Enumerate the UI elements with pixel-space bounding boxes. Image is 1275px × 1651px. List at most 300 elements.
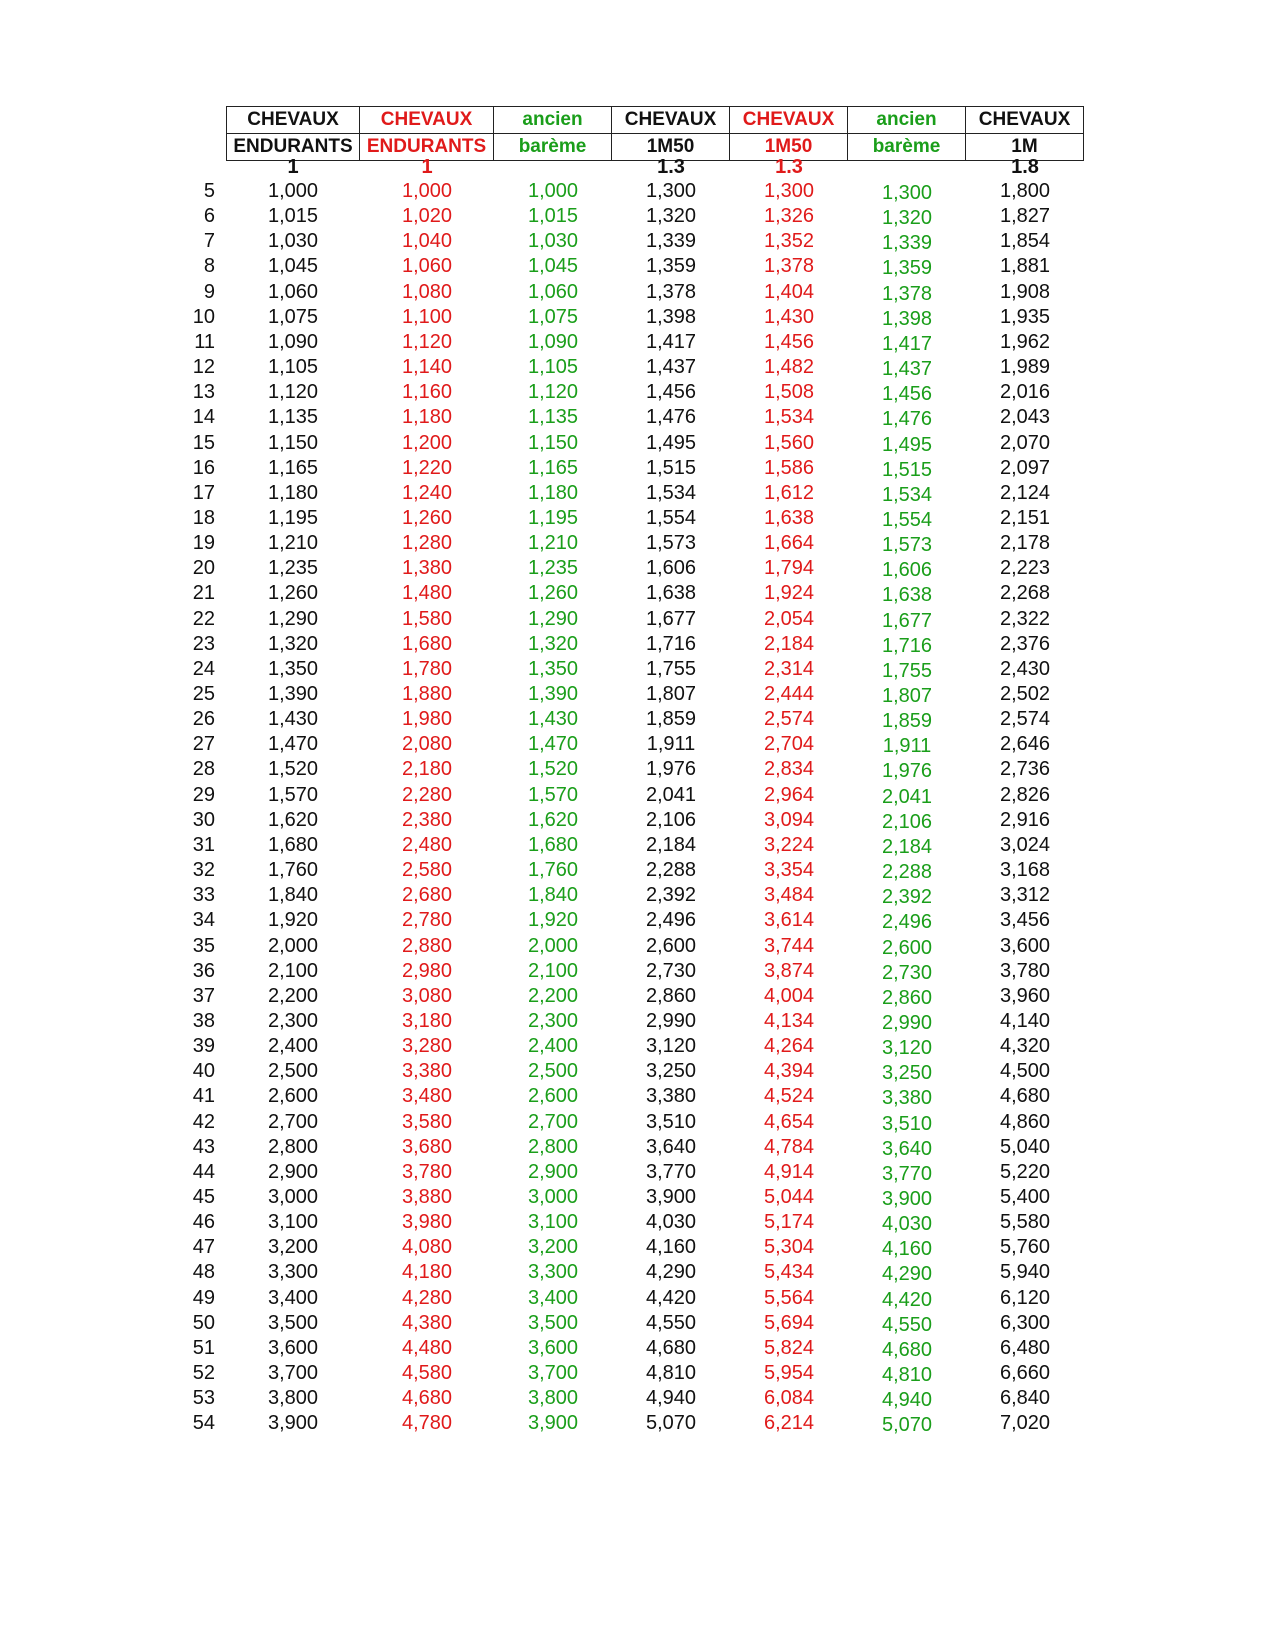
table-cell: 1,150 [267, 431, 319, 454]
table-cell: 2,600 [527, 1085, 579, 1108]
row-index: 46 [192, 1211, 215, 1234]
row-index: 16 [192, 456, 215, 479]
table-cell: 3,312 [999, 884, 1051, 907]
table-cell: 1,911 [646, 733, 696, 756]
table-cell: 4,160 [645, 1236, 697, 1259]
table-cell: 5,940 [999, 1261, 1051, 1284]
table-cell: 2,322 [999, 607, 1051, 630]
row-index: 6 [203, 205, 215, 228]
table-cell: 1,220 [401, 456, 453, 479]
table-row [0, 279, 1275, 305]
header-cell [226, 106, 360, 161]
header-cell [494, 106, 612, 161]
table-row [0, 1310, 1275, 1336]
table-cell: 5,070 [645, 1412, 697, 1435]
table-cell: 4,550 [645, 1311, 697, 1334]
table-cell: 2,100 [527, 959, 579, 982]
table-cell: 3,744 [763, 934, 815, 957]
table-cell: 2,700 [527, 1110, 579, 1133]
table-cell: 1,920 [267, 909, 319, 932]
row-index: 32 [192, 859, 215, 882]
table-cell: 1,520 [527, 758, 579, 781]
table-cell: 1,911 [882, 735, 932, 758]
header-line1: CHEVAUX [624, 109, 717, 130]
table-cell: 3,484 [763, 884, 815, 907]
table-cell: 1,924 [763, 582, 815, 605]
table-cell: 1,180 [267, 481, 319, 504]
row-index: 49 [192, 1286, 215, 1309]
table-cell: 3,380 [401, 1060, 453, 1083]
table-row [0, 832, 1275, 858]
table-cell: 1,515 [645, 456, 697, 479]
row-index: 48 [192, 1261, 215, 1284]
table-cell: 4,134 [763, 1009, 815, 1032]
table-cell: 4,654 [763, 1110, 815, 1133]
table-cell: 2,314 [763, 657, 815, 680]
table-cell: 3,580 [401, 1110, 453, 1133]
header-line1: CHEVAUX [978, 109, 1071, 130]
table-cell: 1,976 [645, 758, 697, 781]
table-row [0, 1285, 1275, 1311]
table-row [0, 681, 1275, 707]
table-cell: 1,165 [527, 456, 579, 479]
header-line2: ENDURANTS [227, 133, 359, 160]
table-cell: 1,755 [881, 659, 933, 682]
table-cell: 3,700 [527, 1362, 579, 1385]
row-index: 52 [192, 1362, 215, 1385]
table-cell: 1,620 [527, 808, 579, 831]
table-cell: 3,000 [267, 1186, 319, 1208]
header-line2: 1M50 [612, 133, 729, 160]
table-cell: 4,550 [881, 1313, 933, 1336]
row-index: 25 [192, 683, 215, 705]
table-cell: 1,456 [763, 330, 815, 353]
table-cell: 1,300 [763, 180, 815, 202]
table-cell: 4,420 [645, 1286, 697, 1309]
table-cell: 4,810 [645, 1362, 697, 1385]
table-row [0, 505, 1275, 531]
table-cell: 5,434 [763, 1261, 815, 1284]
table-cell: 1,664 [763, 532, 815, 555]
header-cell [730, 106, 848, 161]
table-cell: 1,854 [999, 230, 1051, 253]
table-cell: 3,480 [401, 1085, 453, 1108]
table-cell: 3,180 [401, 1009, 453, 1032]
table-cell: 1,200 [401, 431, 453, 454]
header-line1: CHEVAUX [742, 109, 835, 130]
table-cell: 4,264 [763, 1035, 815, 1058]
table-cell: 3,094 [763, 808, 815, 831]
table-cell: 2,054 [763, 607, 815, 630]
table-cell: 4,914 [763, 1160, 815, 1183]
row-index: 39 [192, 1035, 215, 1058]
table-cell: 6,660 [999, 1362, 1051, 1385]
table-cell: 1,398 [881, 307, 933, 330]
table-row [0, 555, 1275, 581]
table-cell: 4,680 [645, 1336, 697, 1359]
table-cell: 4,004 [763, 984, 815, 1007]
table-cell: 2,826 [999, 783, 1051, 806]
table-cell: 3,100 [267, 1211, 319, 1234]
table-row [0, 1259, 1275, 1285]
row-index: 40 [192, 1060, 215, 1083]
table-row [0, 253, 1275, 279]
table-cell: 1,638 [763, 506, 815, 529]
table-cell: 1,180 [401, 406, 453, 429]
table-cell: 3,380 [881, 1087, 933, 1110]
table-cell: 4,680 [999, 1085, 1051, 1108]
table-cell: 2,097 [999, 456, 1051, 479]
table-cell: 1,534 [763, 406, 815, 429]
table-cell: 1,280 [401, 532, 453, 555]
table-cell: 3,224 [763, 833, 815, 856]
table-cell: 1,638 [645, 582, 697, 605]
table-cell: 2,392 [645, 884, 697, 907]
table-cell: 1,908 [999, 280, 1051, 303]
table-cell: 6,214 [763, 1412, 815, 1435]
table-cell: 2,184 [881, 835, 933, 858]
table-cell: 4,580 [401, 1362, 453, 1385]
header-cell [848, 106, 966, 161]
table-cell: 4,524 [763, 1085, 815, 1108]
table-cell: 1,352 [763, 230, 815, 253]
table-cell: 4,290 [881, 1263, 933, 1286]
table-cell: 4,030 [881, 1213, 933, 1236]
row-index: 44 [192, 1160, 215, 1183]
table-cell: 2,880 [401, 934, 453, 957]
table-cell: 2,800 [267, 1135, 319, 1158]
row-index: 30 [192, 808, 215, 831]
table-cell: 2,000 [527, 934, 579, 957]
table-cell: 1,120 [527, 381, 579, 404]
table-cell: 1,470 [527, 733, 579, 756]
table-row [0, 1410, 1275, 1436]
header-cell [612, 106, 730, 161]
table-cell: 1,135 [527, 406, 579, 429]
table-cell: 3,200 [267, 1236, 319, 1259]
table-row [0, 304, 1275, 330]
table-cell: 2,080 [401, 733, 453, 756]
table-cell: 2,834 [763, 758, 815, 781]
table-cell: 1,476 [645, 406, 697, 429]
table-row [0, 1058, 1275, 1084]
table-cell: 1,210 [267, 532, 319, 555]
table-cell: 1,840 [267, 884, 319, 907]
table-cell: 1,195 [267, 506, 319, 529]
table-row [0, 530, 1275, 556]
table-cell: 1,980 [401, 708, 453, 731]
table-cell: 2,500 [527, 1060, 579, 1083]
table-cell: 2,100 [267, 959, 319, 982]
table-cell: 1,476 [881, 408, 933, 431]
row-index: 15 [192, 431, 215, 454]
table-cell: 1,240 [401, 481, 453, 504]
table-cell: 1,586 [763, 456, 815, 479]
table-cell: 1,417 [645, 330, 697, 353]
coefficient-cell: 1 [421, 156, 433, 178]
table-cell: 2,000 [267, 934, 319, 957]
table-cell: 1,430 [763, 305, 815, 328]
table-cell: 1,430 [527, 708, 579, 731]
table-cell: 4,500 [999, 1060, 1051, 1083]
table-cell: 2,106 [645, 808, 697, 831]
table-cell: 1,210 [527, 532, 579, 555]
table-cell: 1,470 [267, 733, 319, 756]
row-index: 43 [192, 1135, 215, 1158]
header-cell [360, 106, 494, 161]
table-cell: 2,580 [401, 859, 453, 882]
table-cell: 3,600 [527, 1336, 579, 1359]
header-cell [966, 106, 1084, 161]
table-cell: 1,378 [763, 255, 815, 278]
row-index: 21 [192, 582, 215, 605]
table-cell: 4,030 [645, 1211, 697, 1234]
table-row [0, 882, 1275, 908]
row-index: 38 [192, 1009, 215, 1032]
table-cell: 3,120 [881, 1037, 933, 1060]
table-cell: 2,704 [763, 733, 815, 756]
row-index: 42 [192, 1110, 215, 1133]
header-line2: barème [848, 133, 965, 160]
header-line2: 1M [966, 133, 1083, 160]
table-cell: 1,534 [881, 483, 933, 506]
table-cell: 2,400 [267, 1035, 319, 1058]
table-cell: 1,612 [763, 481, 815, 504]
table-cell: 1,570 [267, 783, 319, 806]
table-cell: 1,290 [267, 607, 319, 630]
table-cell: 4,680 [401, 1387, 453, 1410]
table-cell: 1,807 [881, 685, 933, 707]
table-cell: 4,780 [401, 1412, 453, 1435]
table-cell: 1,195 [527, 506, 579, 529]
table-cell: 1,989 [999, 356, 1051, 379]
table-row [0, 606, 1275, 632]
table-cell: 3,380 [645, 1085, 697, 1108]
table-cell: 1,380 [401, 557, 453, 580]
table-cell: 2,502 [999, 683, 1051, 705]
table-cell: 2,600 [645, 934, 697, 957]
table-cell: 1,045 [267, 255, 319, 278]
table-cell: 1,350 [267, 657, 319, 680]
table-cell: 1,378 [645, 280, 697, 303]
table-cell: 1,456 [645, 381, 697, 404]
table-cell: 3,354 [763, 859, 815, 882]
table-cell: 3,600 [267, 1336, 319, 1359]
table-cell: 1,554 [645, 506, 697, 529]
table-cell: 2,900 [267, 1160, 319, 1183]
table-cell: 3,280 [401, 1035, 453, 1058]
row-index: 20 [192, 557, 215, 580]
table-cell: 1,000 [267, 180, 319, 202]
table-row [0, 1159, 1275, 1185]
table-cell: 3,614 [763, 909, 815, 932]
table-cell: 1,120 [401, 330, 453, 353]
table-cell: 1,456 [881, 383, 933, 406]
table-cell: 1,976 [881, 760, 933, 783]
table-cell: 1,075 [267, 305, 319, 328]
table-cell: 5,044 [763, 1186, 815, 1208]
row-index: 41 [192, 1085, 215, 1108]
table-cell: 1,060 [527, 280, 579, 303]
table-cell: 5,400 [999, 1186, 1051, 1208]
row-index: 14 [192, 406, 215, 429]
table-row [0, 1209, 1275, 1235]
table-cell: 1,881 [999, 255, 1051, 278]
table-row [0, 329, 1275, 355]
table-cell: 2,800 [527, 1135, 579, 1158]
table-cell: 3,980 [401, 1211, 453, 1234]
row-index: 26 [192, 708, 215, 731]
row-index: 22 [192, 607, 215, 630]
table-cell: 1,150 [527, 431, 579, 454]
table-cell: 1,075 [527, 305, 579, 328]
table-cell: 2,178 [999, 532, 1051, 555]
table-cell: 1,339 [881, 232, 933, 255]
table-cell: 1,165 [267, 456, 319, 479]
table-cell: 6,480 [999, 1336, 1051, 1359]
row-index: 8 [203, 255, 215, 278]
table-cell: 2,730 [645, 959, 697, 982]
row-index: 36 [192, 959, 215, 982]
table-cell: 3,900 [527, 1412, 579, 1435]
table-cell: 1,495 [645, 431, 697, 454]
table-cell: 2,016 [999, 381, 1051, 404]
table-cell: 4,480 [401, 1336, 453, 1359]
table-cell: 1,573 [881, 534, 933, 557]
header-line1: ancien [876, 109, 937, 130]
table-cell: 1,417 [881, 332, 933, 355]
table-cell: 1,716 [881, 634, 933, 657]
coefficient-cell: 1.3 [775, 156, 803, 178]
row-index: 7 [203, 230, 215, 253]
header-line2: ENDURANTS [360, 133, 493, 160]
table-row [0, 1234, 1275, 1260]
table-cell: 3,500 [267, 1311, 319, 1334]
table-cell: 4,140 [999, 1009, 1051, 1032]
table-cell: 2,400 [527, 1035, 579, 1058]
table-cell: 1,760 [267, 859, 319, 882]
table-cell: 1,716 [645, 632, 697, 655]
table-cell: 3,680 [401, 1135, 453, 1158]
row-index: 5 [203, 180, 215, 202]
table-cell: 1,105 [267, 356, 319, 379]
table-cell: 1,040 [401, 230, 453, 253]
table-cell: 2,680 [401, 884, 453, 907]
row-index: 53 [192, 1387, 215, 1410]
table-row [0, 455, 1275, 481]
table-cell: 2,200 [527, 984, 579, 1007]
table-cell: 3,770 [881, 1162, 933, 1185]
table-cell: 1,140 [401, 356, 453, 379]
table-cell: 2,043 [999, 406, 1051, 429]
table-cell: 1,390 [267, 683, 319, 705]
table-cell: 3,080 [401, 984, 453, 1007]
header-line2: barème [494, 133, 611, 160]
table-row [0, 907, 1275, 933]
table-cell: 2,070 [999, 431, 1051, 454]
table-cell: 2,376 [999, 632, 1051, 655]
table-cell: 4,940 [881, 1389, 933, 1412]
table-cell: 1,080 [401, 280, 453, 303]
table-cell: 2,184 [763, 632, 815, 655]
row-index: 18 [192, 506, 215, 529]
table-cell: 1,160 [401, 381, 453, 404]
table-cell: 2,041 [881, 785, 933, 808]
row-index: 47 [192, 1236, 215, 1259]
table-cell: 1,534 [645, 481, 697, 504]
table-cell: 5,760 [999, 1236, 1051, 1259]
table-cell: 4,320 [999, 1035, 1051, 1058]
table-cell: 1,680 [527, 833, 579, 856]
table-cell: 1,780 [401, 657, 453, 680]
table-row [0, 480, 1275, 506]
table-cell: 5,564 [763, 1286, 815, 1309]
table-cell: 1,100 [401, 305, 453, 328]
table-cell: 3,900 [267, 1412, 319, 1435]
table-cell: 1,437 [881, 358, 933, 381]
table-header [226, 106, 1084, 161]
table-cell: 1,800 [999, 180, 1051, 202]
table-cell: 1,339 [645, 230, 697, 253]
table-cell: 4,680 [881, 1338, 933, 1361]
table-cell: 4,810 [881, 1364, 933, 1387]
table-cell: 1,880 [401, 683, 453, 705]
table-row [0, 203, 1275, 229]
table-row [0, 430, 1275, 456]
table-cell: 3,400 [527, 1286, 579, 1309]
table-cell: 1,060 [267, 280, 319, 303]
table-cell: 1,495 [881, 433, 933, 456]
table-row [0, 1033, 1275, 1059]
table-cell: 1,515 [881, 458, 933, 481]
table-cell: 2,990 [881, 1011, 933, 1034]
table-cell: 6,084 [763, 1387, 815, 1410]
table-row [0, 1109, 1275, 1135]
table-cell: 2,280 [401, 783, 453, 806]
row-index: 27 [192, 733, 215, 756]
table-cell: 2,964 [763, 783, 815, 806]
table-cell: 1,570 [527, 783, 579, 806]
table-row [0, 933, 1275, 959]
row-index: 34 [192, 909, 215, 932]
table-cell: 3,100 [527, 1211, 579, 1234]
table-cell: 2,900 [527, 1160, 579, 1183]
row-index: 37 [192, 984, 215, 1007]
table-cell: 2,700 [267, 1110, 319, 1133]
table-cell: 2,500 [267, 1060, 319, 1083]
table-cell: 1,359 [881, 257, 933, 280]
table-row [0, 1335, 1275, 1361]
table-cell: 2,288 [881, 861, 933, 884]
table-cell: 5,070 [881, 1414, 933, 1437]
table-cell: 4,290 [645, 1261, 697, 1284]
table-cell: 3,300 [267, 1261, 319, 1284]
table-cell: 3,300 [527, 1261, 579, 1284]
table-cell: 1,015 [527, 205, 579, 228]
table-cell: 3,510 [645, 1110, 697, 1133]
table-cell: 4,380 [401, 1311, 453, 1334]
table-cell: 1,480 [401, 582, 453, 605]
table-cell: 1,260 [267, 582, 319, 605]
table-cell: 1,235 [527, 557, 579, 580]
table-row [0, 1083, 1275, 1109]
table-cell: 1,030 [527, 230, 579, 253]
header-line1: CHEVAUX [247, 109, 339, 130]
table-cell: 3,000 [527, 1186, 579, 1208]
table-cell: 1,000 [401, 180, 453, 202]
table-cell: 4,784 [763, 1135, 815, 1158]
table-cell: 2,184 [645, 833, 697, 856]
